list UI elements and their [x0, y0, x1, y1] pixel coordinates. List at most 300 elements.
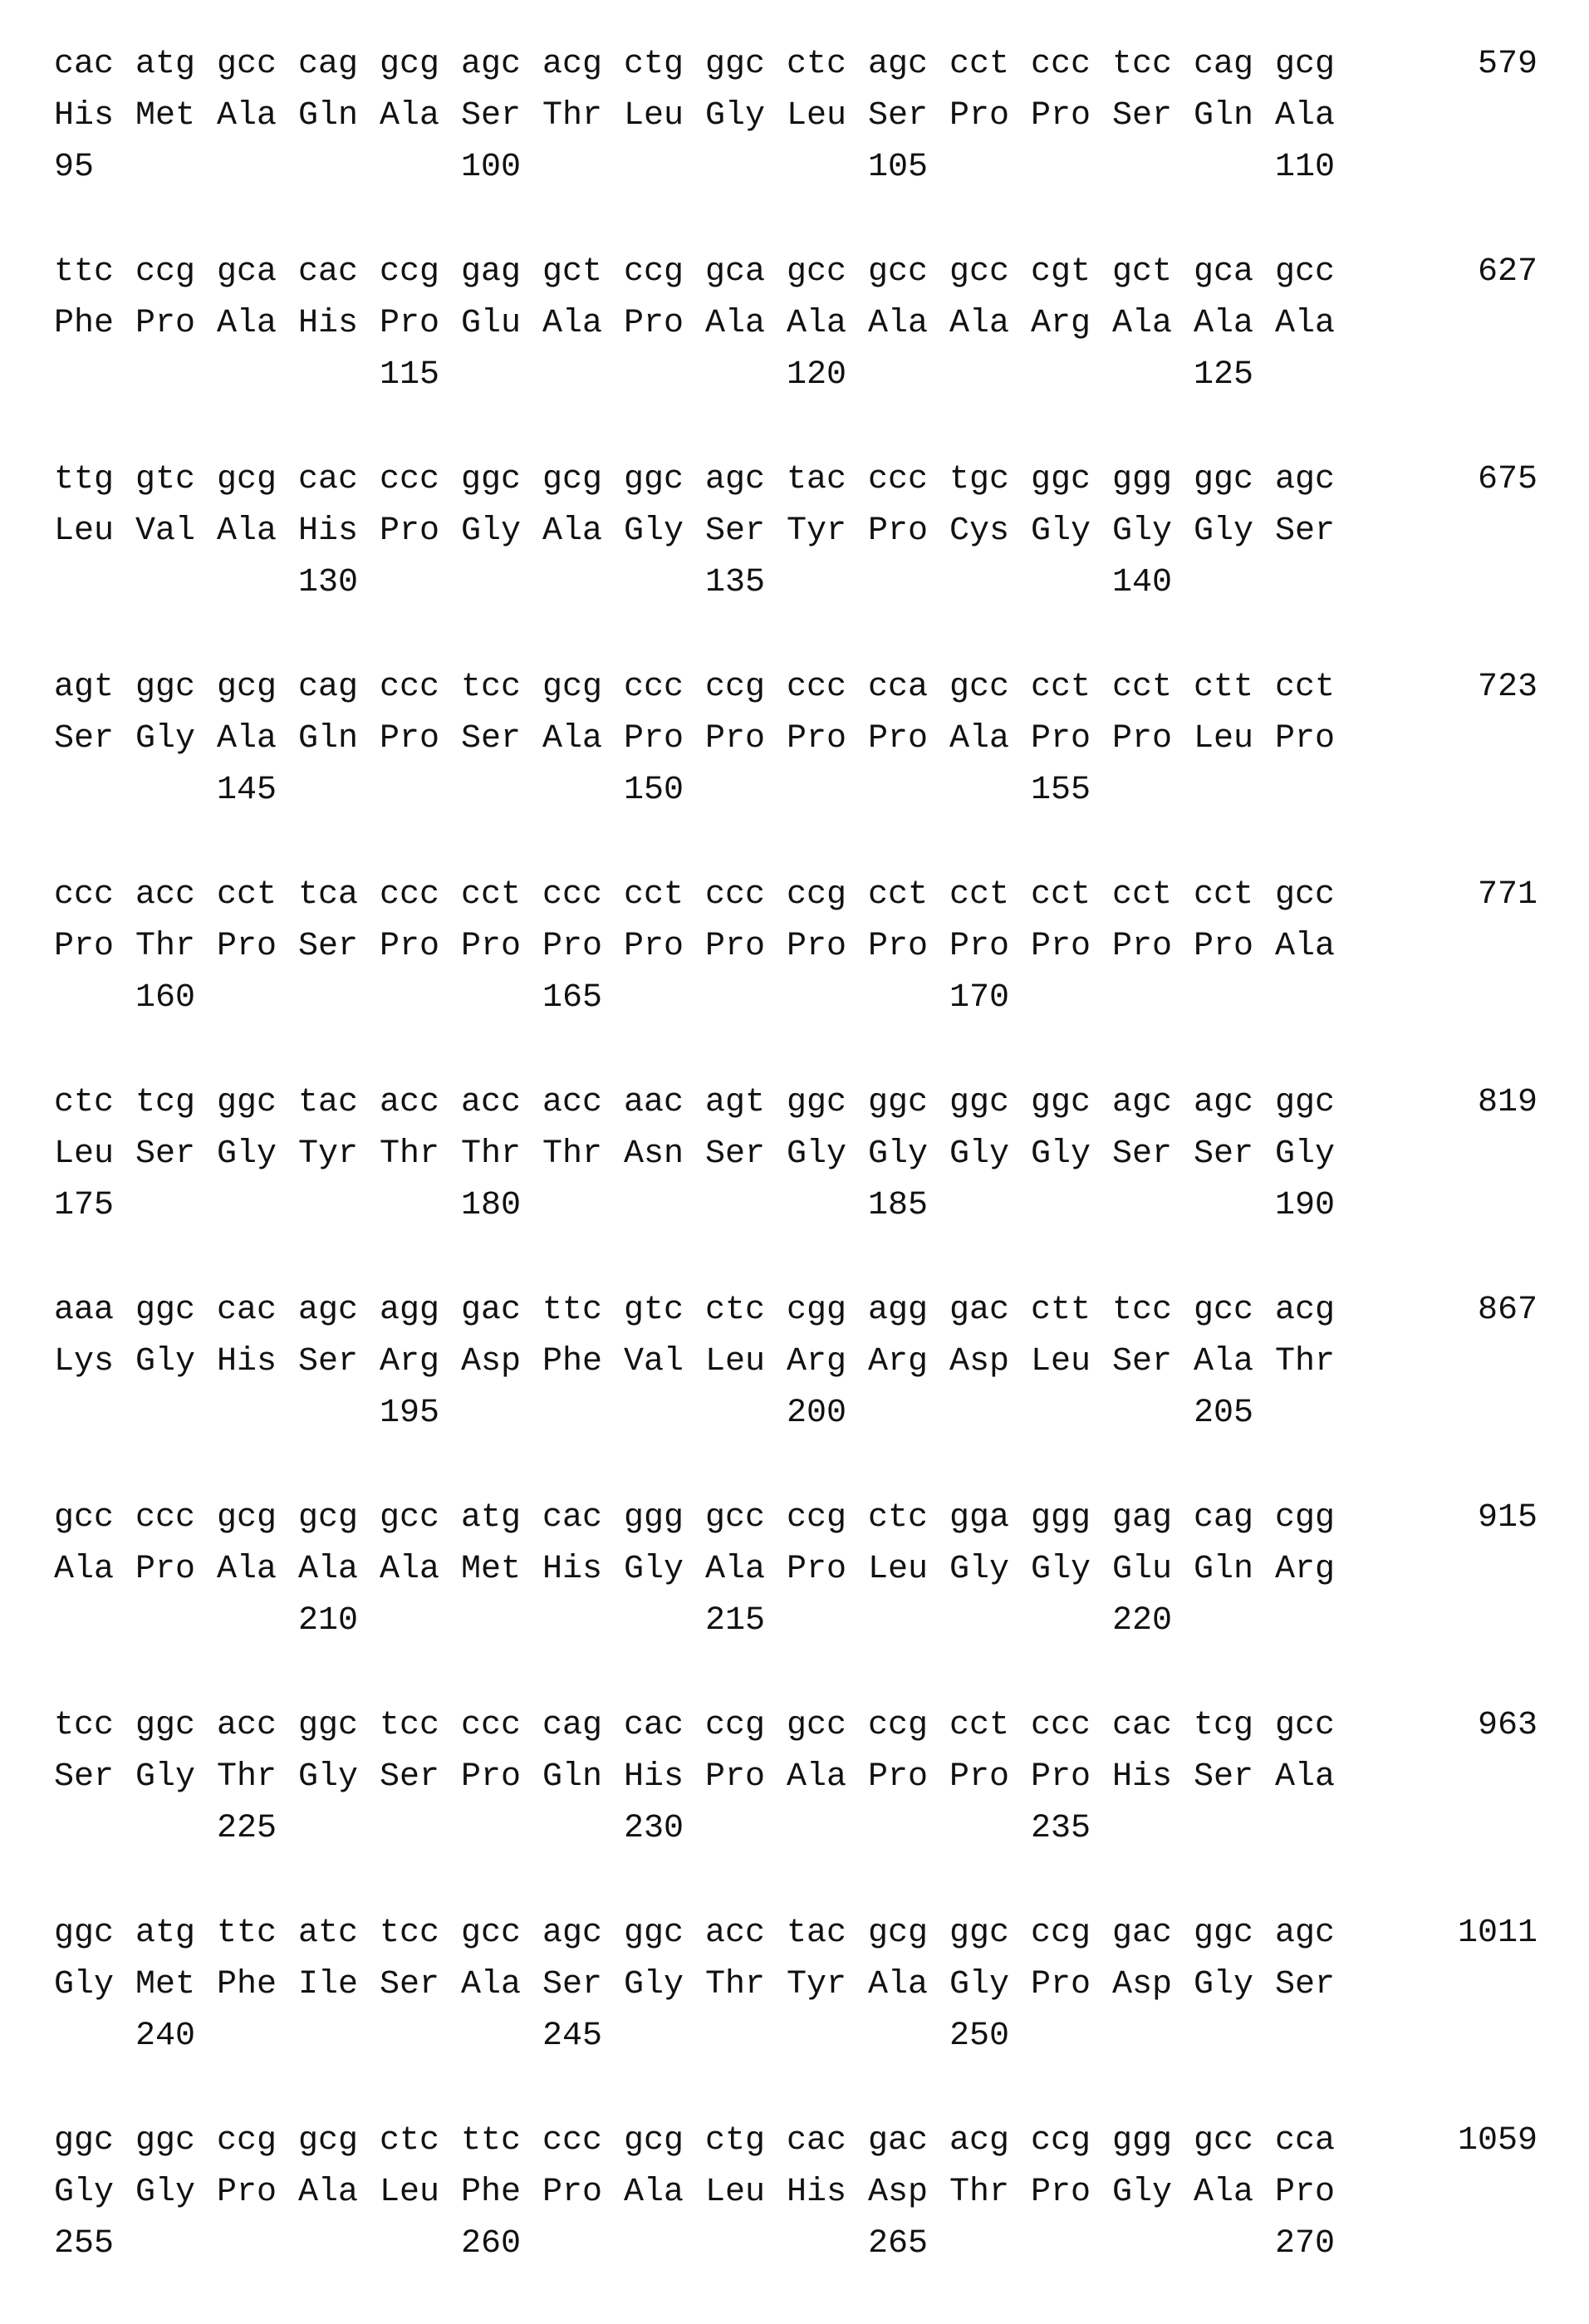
codon: ccg	[1031, 2122, 1091, 2160]
amino-acid: Pro	[217, 2174, 277, 2211]
sequence-block	[0, 663, 1589, 870]
codon: ggc	[1194, 1915, 1254, 1952]
codon: ctc	[380, 2122, 440, 2160]
nucleotide-position: 1059	[1457, 2122, 1538, 2160]
amino-acid: Arg	[380, 1343, 440, 1380]
codon: gcg	[1275, 46, 1336, 83]
amino-acid: Thr	[949, 2174, 1010, 2211]
codon: ttc	[217, 1915, 277, 1952]
nucleotide-position: 915	[1477, 1499, 1538, 1537]
amino-acid: Ser	[298, 1343, 359, 1380]
amino-acid: Pro	[461, 928, 522, 965]
codon: ggc	[1275, 1084, 1336, 1121]
codon: gac	[949, 1292, 1010, 1329]
amino-acid: Ala	[217, 1551, 277, 1588]
amino-acid-row	[0, 714, 1412, 764]
codon: tcc	[380, 1915, 440, 1952]
codon-row	[0, 2116, 1412, 2166]
codon: gac	[868, 2122, 929, 2160]
codon: ccc	[380, 876, 440, 914]
codon: tgc	[949, 461, 1010, 498]
amino-acid: Arg	[1031, 305, 1091, 342]
amino-acid: Gly	[1031, 1135, 1091, 1173]
codon: gct	[1112, 253, 1173, 291]
amino-acid: Cys	[949, 512, 1010, 550]
codon: tcc	[54, 1707, 115, 1744]
amino-acid: Ser	[705, 1135, 766, 1173]
sequence-block	[0, 1493, 1589, 1701]
codon: cag	[298, 669, 359, 706]
amino-acid: Pro	[868, 928, 929, 965]
codon: ggg	[624, 1499, 684, 1537]
amino-acid: Ala	[949, 720, 1010, 758]
codon: gcg	[298, 1499, 359, 1537]
amino-acid: Ala	[1275, 928, 1336, 965]
codon: tcc	[1112, 1292, 1173, 1329]
amino-acid: Gly	[217, 1135, 277, 1173]
amino-acid: Pro	[705, 928, 766, 965]
codon: gcc	[1194, 2122, 1254, 2160]
codon: ggc	[461, 461, 522, 498]
amino-acid-row	[0, 507, 1412, 556]
codon: tcc	[461, 669, 522, 706]
nucleotide-position: 867	[1477, 1292, 1538, 1329]
amino-acid: Ser	[868, 97, 929, 135]
amino-acid: Tyr	[298, 1135, 359, 1173]
residue-number: 160	[135, 979, 196, 1017]
codon: cac	[624, 1707, 684, 1744]
amino-acid: Gly	[135, 720, 196, 758]
amino-acid: Gly	[787, 1135, 847, 1173]
residue-number: 175	[54, 1187, 115, 1224]
codon-row	[0, 1493, 1412, 1543]
amino-acid: Gly	[1112, 512, 1173, 550]
codon: ccc	[380, 461, 440, 498]
codon: ggc	[705, 46, 766, 83]
codon: ggc	[217, 1084, 277, 1121]
amino-acid: Ser	[542, 1966, 603, 2003]
codon: ccg	[624, 253, 684, 291]
codon: tac	[787, 1915, 847, 1952]
amino-acid: Phe	[54, 305, 115, 342]
amino-acid: Glu	[461, 305, 522, 342]
amino-acid: Ser	[298, 928, 359, 965]
nucleotide-position: 771	[1477, 876, 1538, 914]
amino-acid: Pro	[217, 928, 277, 965]
codon-row	[0, 1286, 1412, 1336]
codon: ccg	[787, 876, 847, 914]
amino-acid: Ile	[298, 1966, 359, 2003]
codon: ctc	[787, 46, 847, 83]
amino-acid: Gln	[298, 720, 359, 758]
codon: aac	[624, 1084, 684, 1121]
amino-acid: Ser	[54, 1758, 115, 1796]
amino-acid: Pro	[1194, 928, 1254, 965]
residue-number: 210	[298, 1602, 359, 1640]
nucleotide-position: 675	[1477, 461, 1538, 498]
codon: agc	[868, 46, 929, 83]
amino-acid: Pro	[705, 720, 766, 758]
codon: cca	[868, 669, 929, 706]
amino-acid: Pro	[787, 1551, 847, 1588]
codon: cct	[949, 876, 1010, 914]
amino-acid: Ala	[461, 1966, 522, 2003]
codon: gtc	[135, 461, 196, 498]
amino-acid: Ala	[1194, 2174, 1254, 2211]
codon: gcg	[542, 461, 603, 498]
amino-acid: Gly	[624, 1551, 684, 1588]
codon: ggc	[624, 1915, 684, 1952]
codon: ggg	[1112, 2122, 1173, 2160]
codon: cct	[1031, 669, 1091, 706]
amino-acid: Gly	[135, 1758, 196, 1796]
codon: ccc	[380, 669, 440, 706]
amino-acid: Ala	[1275, 305, 1336, 342]
codon: gcc	[54, 1499, 115, 1537]
residue-number: 230	[624, 1810, 684, 1847]
sequence-block	[0, 1078, 1589, 1286]
codon: acc	[135, 876, 196, 914]
amino-acid: Ala	[1275, 1758, 1336, 1796]
amino-acid: Ala	[949, 305, 1010, 342]
amino-acid-row	[0, 91, 1412, 141]
codon: gcg	[217, 1499, 277, 1537]
codon: gcc	[1275, 1707, 1336, 1744]
amino-acid: Ala	[624, 2174, 684, 2211]
residue-number: 255	[54, 2225, 115, 2263]
codon: cca	[1275, 2122, 1336, 2160]
codon: cct	[949, 46, 1010, 83]
codon: ccg	[1031, 1915, 1091, 1952]
amino-acid: Val	[135, 512, 196, 550]
codon: ggc	[1194, 461, 1254, 498]
residue-number: 215	[705, 1602, 766, 1640]
amino-acid: Met	[461, 1551, 522, 1588]
codon: gcg	[298, 2122, 359, 2160]
codon: gcc	[461, 1915, 522, 1952]
amino-acid: Thr	[705, 1966, 766, 2003]
amino-acid: Gly	[949, 1135, 1010, 1173]
codon-row	[0, 663, 1412, 713]
codon: ccc	[868, 461, 929, 498]
amino-acid: Gly	[949, 1551, 1010, 1588]
amino-acid: Ser	[1112, 1343, 1173, 1380]
residue-number: 100	[461, 149, 522, 186]
sequence-block	[0, 1701, 1589, 1909]
amino-acid: Leu	[380, 2174, 440, 2211]
amino-acid: Pro	[542, 928, 603, 965]
codon: acg	[949, 2122, 1010, 2160]
amino-acid: Tyr	[787, 1966, 847, 2003]
residue-number: 190	[1275, 1187, 1336, 1224]
residue-number: 245	[542, 2018, 603, 2055]
amino-acid: Pro	[135, 305, 196, 342]
amino-acid: Pro	[1112, 928, 1173, 965]
codon: cct	[868, 876, 929, 914]
codon: cgg	[787, 1292, 847, 1329]
residue-number: 125	[1194, 356, 1254, 394]
amino-acid: Pro	[542, 2174, 603, 2211]
codon: gcc	[949, 253, 1010, 291]
codon: ctc	[868, 1499, 929, 1537]
codon: gcc	[787, 253, 847, 291]
residue-number-row	[0, 2012, 1412, 2062]
codon: acg	[1275, 1292, 1336, 1329]
codon: gac	[461, 1292, 522, 1329]
amino-acid-row	[0, 1130, 1412, 1179]
amino-acid-row	[0, 922, 1412, 972]
amino-acid: Pro	[787, 720, 847, 758]
codon: agc	[1275, 461, 1336, 498]
codon: gcg	[624, 2122, 684, 2160]
amino-acid: Pro	[380, 928, 440, 965]
codon: ccc	[135, 1499, 196, 1537]
residue-number: 130	[298, 564, 359, 601]
residue-number: 145	[217, 772, 277, 809]
codon: gca	[1194, 253, 1254, 291]
codon: gcg	[217, 461, 277, 498]
codon: cac	[787, 2122, 847, 2160]
codon: ccg	[868, 1707, 929, 1744]
amino-acid: Ala	[298, 2174, 359, 2211]
amino-acid: Ala	[542, 512, 603, 550]
codon: ggc	[949, 1915, 1010, 1952]
residue-number-row	[0, 973, 1412, 1023]
residue-number-row	[0, 1596, 1412, 1646]
residue-number: 95	[54, 149, 95, 186]
amino-acid: Thr	[1275, 1343, 1336, 1380]
codon: cct	[1275, 669, 1336, 706]
residue-number: 220	[1112, 1602, 1173, 1640]
sequence-block	[0, 1909, 1589, 2116]
codon: agc	[298, 1292, 359, 1329]
codon: tca	[298, 876, 359, 914]
amino-acid: Arg	[868, 1343, 929, 1380]
codon: cac	[298, 253, 359, 291]
nucleotide-position: 963	[1477, 1707, 1538, 1744]
amino-acid: Leu	[54, 1135, 115, 1173]
residue-number-row	[0, 143, 1412, 193]
amino-acid: Ser	[1194, 1135, 1254, 1173]
amino-acid: Pro	[624, 305, 684, 342]
amino-acid-row	[0, 1545, 1412, 1595]
codon: cct	[1112, 876, 1173, 914]
amino-acid: Leu	[705, 2174, 766, 2211]
codon: ggc	[1031, 1084, 1091, 1121]
amino-acid-row	[0, 299, 1412, 349]
codon: ccg	[380, 253, 440, 291]
codon: tcg	[135, 1084, 196, 1121]
amino-acid: Ala	[217, 97, 277, 135]
amino-acid: Pro	[1031, 1966, 1091, 2003]
residue-number-row	[0, 2219, 1412, 2269]
residue-number: 155	[1031, 772, 1091, 809]
codon: gcc	[868, 253, 929, 291]
amino-acid: Ala	[380, 97, 440, 135]
nucleotide-position: 723	[1477, 669, 1538, 706]
codon: ggc	[135, 1292, 196, 1329]
amino-acid: Gln	[1194, 97, 1254, 135]
codon: acc	[380, 1084, 440, 1121]
codon: ggc	[135, 669, 196, 706]
codon: ggc	[1031, 461, 1091, 498]
codon: atg	[135, 1915, 196, 1952]
codon: agc	[1194, 1084, 1254, 1121]
residue-number: 120	[787, 356, 847, 394]
amino-acid: Gly	[1194, 512, 1254, 550]
amino-acid: Pro	[949, 928, 1010, 965]
amino-acid: Pro	[1031, 1758, 1091, 1796]
residue-number: 170	[949, 979, 1010, 1017]
amino-acid: Ala	[787, 1758, 847, 1796]
amino-acid: Ser	[1275, 512, 1336, 550]
amino-acid: Ser	[461, 97, 522, 135]
residue-number: 195	[380, 1395, 440, 1432]
amino-acid: Leu	[1194, 720, 1254, 758]
amino-acid: Tyr	[787, 512, 847, 550]
codon: ccg	[705, 669, 766, 706]
amino-acid: Ser	[705, 512, 766, 550]
codon: ccc	[54, 876, 115, 914]
amino-acid: Ser	[1275, 1966, 1336, 2003]
amino-acid: Ala	[1275, 97, 1336, 135]
codon: ccg	[787, 1499, 847, 1537]
residue-number: 235	[1031, 1810, 1091, 1847]
codon: ctg	[624, 46, 684, 83]
amino-acid: Gly	[298, 1758, 359, 1796]
amino-acid: Gly	[868, 1135, 929, 1173]
amino-acid: Gly	[624, 512, 684, 550]
codon-row	[0, 455, 1412, 505]
amino-acid: Thr	[380, 1135, 440, 1173]
amino-acid-row	[0, 1337, 1412, 1387]
amino-acid: Pro	[868, 1758, 929, 1796]
codon: gtc	[624, 1292, 684, 1329]
amino-acid: Ala	[217, 512, 277, 550]
codon: cac	[1112, 1707, 1173, 1744]
residue-number: 150	[624, 772, 684, 809]
codon: agc	[542, 1915, 603, 1952]
amino-acid: Thr	[461, 1135, 522, 1173]
amino-acid: Ala	[868, 1966, 929, 2003]
codon: gcg	[868, 1915, 929, 1952]
amino-acid: Gly	[54, 2174, 115, 2211]
codon: atc	[298, 1915, 359, 1952]
residue-number: 270	[1275, 2225, 1336, 2263]
codon: gcc	[1275, 253, 1336, 291]
amino-acid: Ala	[542, 720, 603, 758]
amino-acid: Gln	[298, 97, 359, 135]
amino-acid: Asp	[461, 1343, 522, 1380]
amino-acid: His	[787, 2174, 847, 2211]
amino-acid: Gly	[705, 97, 766, 135]
amino-acid: Asn	[624, 1135, 684, 1173]
codon: ggc	[298, 1707, 359, 1744]
residue-number: 240	[135, 2018, 196, 2055]
codon: gca	[705, 253, 766, 291]
amino-acid: His	[298, 512, 359, 550]
amino-acid: Gln	[542, 1758, 603, 1796]
amino-acid: Lys	[54, 1343, 115, 1380]
codon-row	[0, 40, 1412, 90]
residue-number: 165	[542, 979, 603, 1017]
amino-acid: Pro	[624, 720, 684, 758]
codon: gac	[1112, 1915, 1173, 1952]
amino-acid: Pro	[461, 1758, 522, 1796]
residue-number: 205	[1194, 1395, 1254, 1432]
codon: atg	[135, 46, 196, 83]
amino-acid: Pro	[1031, 928, 1091, 965]
codon-row	[0, 248, 1412, 297]
amino-acid: Ala	[1194, 305, 1254, 342]
codon: cag	[542, 1707, 603, 1744]
amino-acid: Pro	[705, 1758, 766, 1796]
sequence-block	[0, 248, 1589, 455]
codon: tcc	[380, 1707, 440, 1744]
codon: cag	[1194, 1499, 1254, 1537]
codon: gag	[461, 253, 522, 291]
codon: ccc	[1031, 46, 1091, 83]
codon: ttg	[54, 461, 115, 498]
sequence-block	[0, 455, 1589, 663]
nucleotide-position: 1011	[1457, 1915, 1538, 1952]
codon: cct	[461, 876, 522, 914]
amino-acid: Met	[135, 1966, 196, 2003]
amino-acid: Gly	[135, 2174, 196, 2211]
amino-acid: Gly	[1194, 1966, 1254, 2003]
residue-number: 110	[1275, 149, 1336, 186]
amino-acid: Gly	[624, 1966, 684, 2003]
codon: agc	[1275, 1915, 1336, 1952]
amino-acid: Ala	[705, 1551, 766, 1588]
amino-acid: Pro	[1031, 97, 1091, 135]
amino-acid: Gln	[1194, 1551, 1254, 1588]
codon: cct	[217, 876, 277, 914]
codon: ctc	[705, 1292, 766, 1329]
codon: ccc	[1031, 1707, 1091, 1744]
amino-acid: Arg	[1275, 1551, 1336, 1588]
amino-acid: His	[298, 305, 359, 342]
codon: gcc	[380, 1499, 440, 1537]
amino-acid: Leu	[787, 97, 847, 135]
amino-acid: Ser	[380, 1758, 440, 1796]
codon: gag	[1112, 1499, 1173, 1537]
amino-acid: Ala	[1112, 305, 1173, 342]
amino-acid: Arg	[787, 1343, 847, 1380]
amino-acid: His	[624, 1758, 684, 1796]
amino-acid: Gly	[1275, 1135, 1336, 1173]
amino-acid: Thr	[135, 928, 196, 965]
codon: gcc	[1194, 1292, 1254, 1329]
residue-number: 140	[1112, 564, 1173, 601]
codon: agt	[705, 1084, 766, 1121]
amino-acid: Ala	[705, 305, 766, 342]
amino-acid: Gly	[1112, 2174, 1173, 2211]
codon: cag	[1194, 46, 1254, 83]
amino-acid: Asp	[868, 2174, 929, 2211]
amino-acid: Ser	[1112, 1135, 1173, 1173]
codon: gga	[949, 1499, 1010, 1537]
codon: ggg	[1112, 461, 1173, 498]
nucleotide-position: 819	[1477, 1084, 1538, 1121]
amino-acid: Thr	[542, 1135, 603, 1173]
codon: gcg	[217, 669, 277, 706]
amino-acid: Asp	[1112, 1966, 1173, 2003]
codon: agc	[1112, 1084, 1173, 1121]
codon: gcc	[787, 1707, 847, 1744]
sequence-block	[0, 870, 1589, 1078]
codon: agc	[705, 461, 766, 498]
